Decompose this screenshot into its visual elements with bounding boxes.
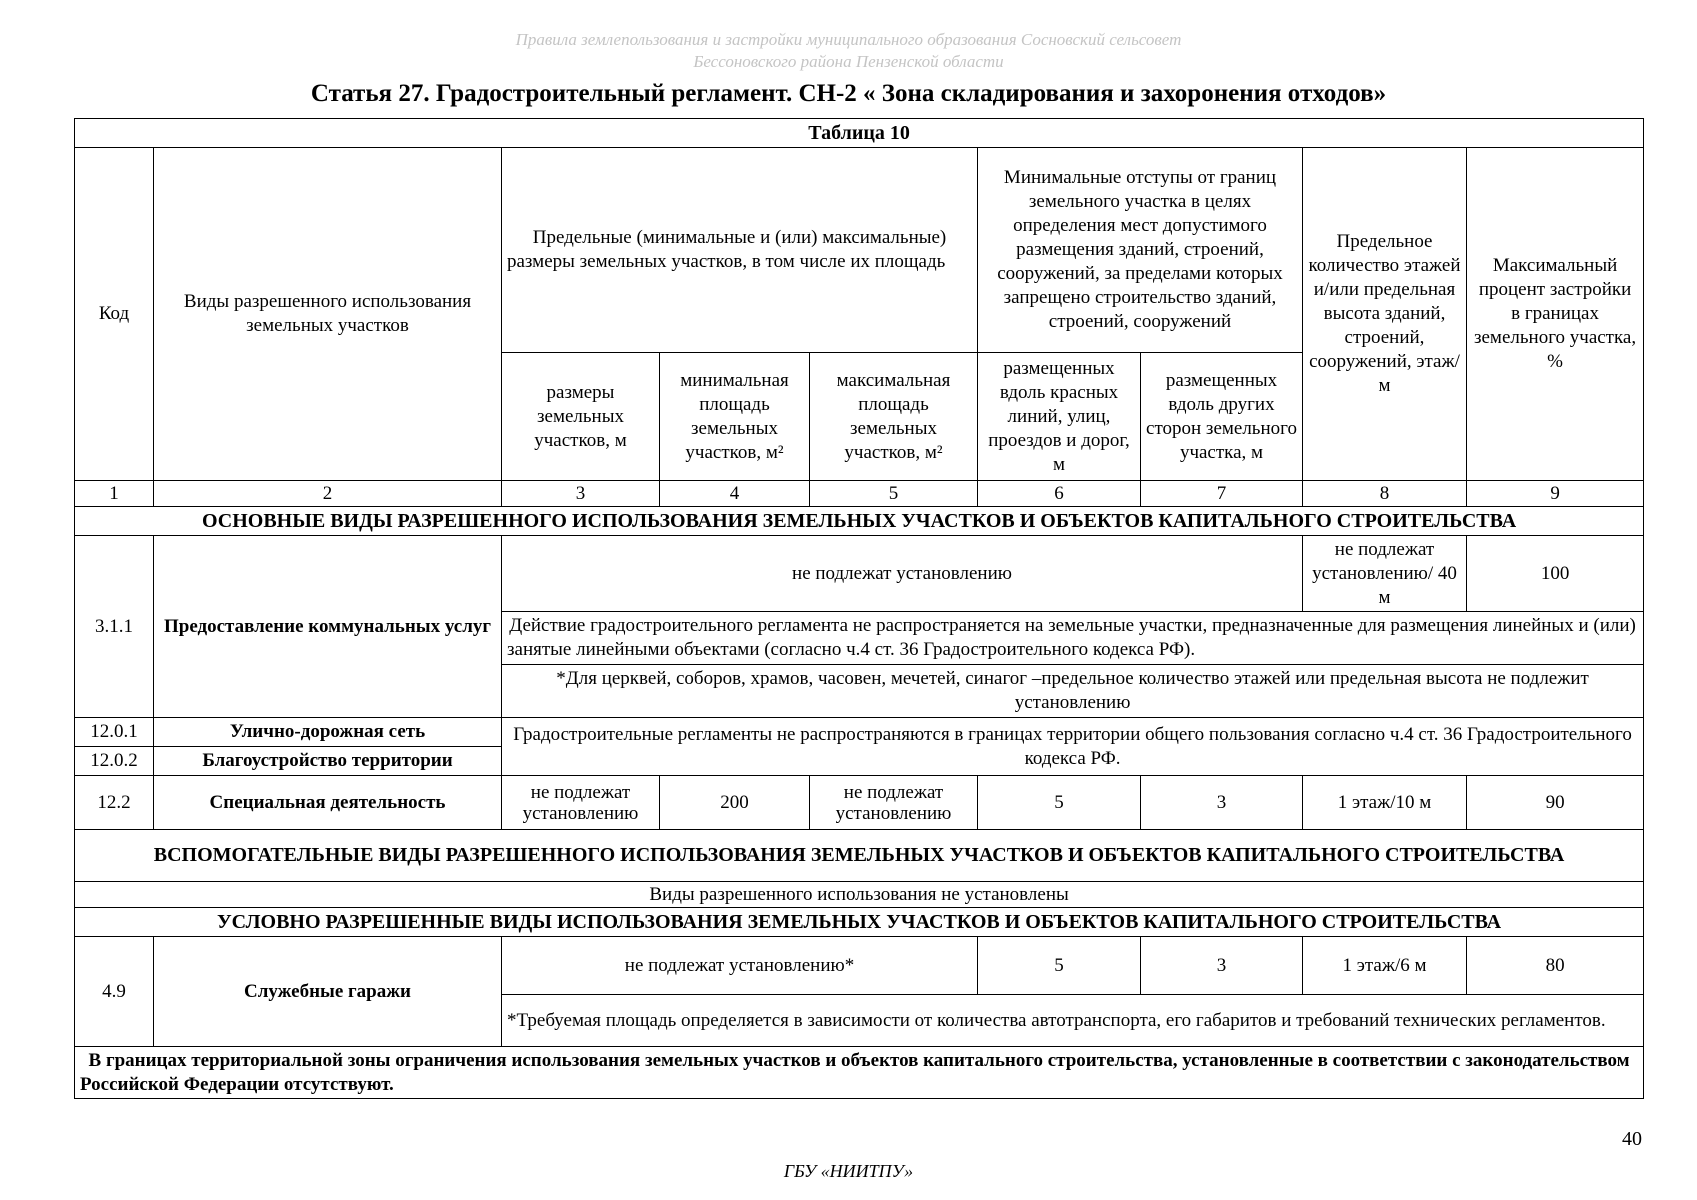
row-49-name: Служебные гаражи <box>154 937 502 1047</box>
row-311-note1: Действие градостроительного регламента не распространяется на земельные участки, предназначенные для размещения линейных и (или) занятые линейными объектами (согласно ч.4 ст. 36 Градостроительного кодекса РФ). <box>502 612 1644 665</box>
column-number: 3 <box>502 481 660 507</box>
section-main: ОСНОВНЫЕ ВИДЫ РАЗРЕШЕННОГО ИСПОЛЬЗОВАНИЯ ЗЕМЕЛЬНЫХ УЧАСТКОВ И ОБЪЕКТОВ КАПИТАЛЬНОГО СТРОИТЕЛЬСТВА <box>75 507 1644 536</box>
page-number: 40 <box>1622 1128 1642 1150</box>
running-header-line2: Бессоновского района Пензенской области <box>693 52 1004 71</box>
row-122-setback-red: 5 <box>978 776 1141 830</box>
row-49-setback-other: 3 <box>1141 937 1303 995</box>
section-conditional: УСЛОВНО РАЗРЕШЕННЫЕ ВИДЫ ИСПОЛЬЗОВАНИЯ ЗЕМЕЛЬНЫХ УЧАСТКОВ И ОБЪЕКТОВ КАПИТАЛЬНОГО СТРОИТЕЛЬСТВА <box>75 908 1644 937</box>
row-311-code: 3.1.1 <box>75 536 154 718</box>
row-1201-code: 12.0.1 <box>75 718 154 747</box>
header-code: Код <box>75 148 154 481</box>
row-122-max-area: не подлежат установлению <box>810 776 978 830</box>
section-auxiliary: ВСПОМОГАТЕЛЬНЫЕ ВИДЫ РАЗРЕШЕННОГО ИСПОЛЬЗОВАНИЯ ЗЕМЕЛЬНЫХ УЧАСТКОВ И ОБЪЕКТОВ КАПИТАЛЬНОГО СТРОИТЕЛЬСТВА <box>75 830 1644 882</box>
column-number: 2 <box>154 481 502 507</box>
table-row <box>75 536 1644 612</box>
section-auxiliary-note: Виды разрешенного использования не установлены <box>75 882 1644 908</box>
table-row <box>75 937 1644 995</box>
header-floors: Предельное количество этажей и/или предельная высота зданий, строений, сооружений, этаж/м <box>1303 148 1467 481</box>
header-setback-red: размещенных вдоль красных линий, улиц, проездов и дорог, м <box>978 353 1141 481</box>
header-limits: Предельные (минимальные и (или) максимальные) размеры земельных участков, в том числе их площадь <box>502 148 978 353</box>
row-1201-name: Улично-дорожная сеть <box>154 718 502 747</box>
row-122-setback-other: 3 <box>1141 776 1303 830</box>
header-min-area: минимальная площадь земельных участков, м² <box>660 353 810 481</box>
row-311-name: Предоставление коммунальных услуг <box>154 536 502 718</box>
column-number: 5 <box>810 481 978 507</box>
footer-organization: ГБУ «НИИТПУ» <box>783 1161 914 1181</box>
running-header-line1: Правила землепользования и застройки муниципального образования Сосновский сельсовет <box>515 30 1182 49</box>
row-122-code: 12.2 <box>75 776 154 830</box>
row-122-name: Специальная деятельность <box>154 776 502 830</box>
row-311-limits: не подлежат установлению <box>502 536 1303 612</box>
row-49-floors: 1 этаж/6 м <box>1303 937 1467 995</box>
header-coverage: Максимальный процент застройки в границах земельного участка, % <box>1467 148 1644 481</box>
table-row <box>75 718 1644 747</box>
row-49-coverage: 80 <box>1467 937 1644 995</box>
row-1202-name: Благоустройство территории <box>154 747 502 776</box>
header-max-area: максимальная площадь земельных участков, м² <box>810 353 978 481</box>
row-49-code: 4.9 <box>75 937 154 1047</box>
column-number: 4 <box>660 481 810 507</box>
row-122-min-area: 200 <box>660 776 810 830</box>
row-49-limits: не подлежат установлению* <box>502 937 978 995</box>
row-49-note: *Требуемая площадь определяется в зависимости от количества автотранспорта, его габаритов и требований технических регламентов. <box>502 995 1644 1047</box>
regulation-table <box>74 118 1644 1099</box>
row-311-coverage: 100 <box>1467 536 1644 612</box>
row-311-note2: *Для церквей, соборов, храмов, часовен, мечетей, синагог –предельное количество этажей или предельная высота не подлежит установлению <box>502 665 1644 718</box>
table-row <box>75 776 1644 830</box>
column-number: 7 <box>1141 481 1303 507</box>
row-1202-code: 12.0.2 <box>75 747 154 776</box>
row-311-floors: не подлежат установлению/ 40 м <box>1303 536 1467 612</box>
column-number: 8 <box>1303 481 1467 507</box>
header-setback-other: размещенных вдоль других сторон земельного участка, м <box>1141 353 1303 481</box>
column-numbers-row <box>75 481 1644 507</box>
row-122-floors: 1 этаж/10 м <box>1303 776 1467 830</box>
header-types: Виды разрешенного использования земельных участков <box>154 148 502 481</box>
column-number: 1 <box>75 481 154 507</box>
table-footnote: В границах территориальной зоны ограничения использования земельных участков и объектов капитального строительства, установленные в соответствии с законодательством Российской Федерации отсутствуют. <box>75 1047 1644 1099</box>
column-number: 6 <box>978 481 1141 507</box>
header-sizes: размеры земельных участков, м <box>502 353 660 481</box>
table-label: Таблица 10 <box>75 119 1644 148</box>
row-122-sizes: не подлежат установлению <box>502 776 660 830</box>
header-setbacks: Минимальные отступы от границ земельного участка в целях определения мест допустимого размещения зданий, строений, сооружений, за пределами которых запрещено строительство зданий, строений, сооружений <box>978 148 1303 353</box>
column-number: 9 <box>1467 481 1644 507</box>
row-1201-note: Градостроительные регламенты не распространяются в границах территории общего пользования согласно ч.4 ст. 36 Градостроительного кодекса РФ. <box>502 718 1644 776</box>
row-49-setback-red: 5 <box>978 937 1141 995</box>
row-122-coverage: 90 <box>1467 776 1644 830</box>
page-title: Статья 27. Градостроительный регламент. СН-2 « Зона складирования и захоронения отходов» <box>310 80 1387 107</box>
